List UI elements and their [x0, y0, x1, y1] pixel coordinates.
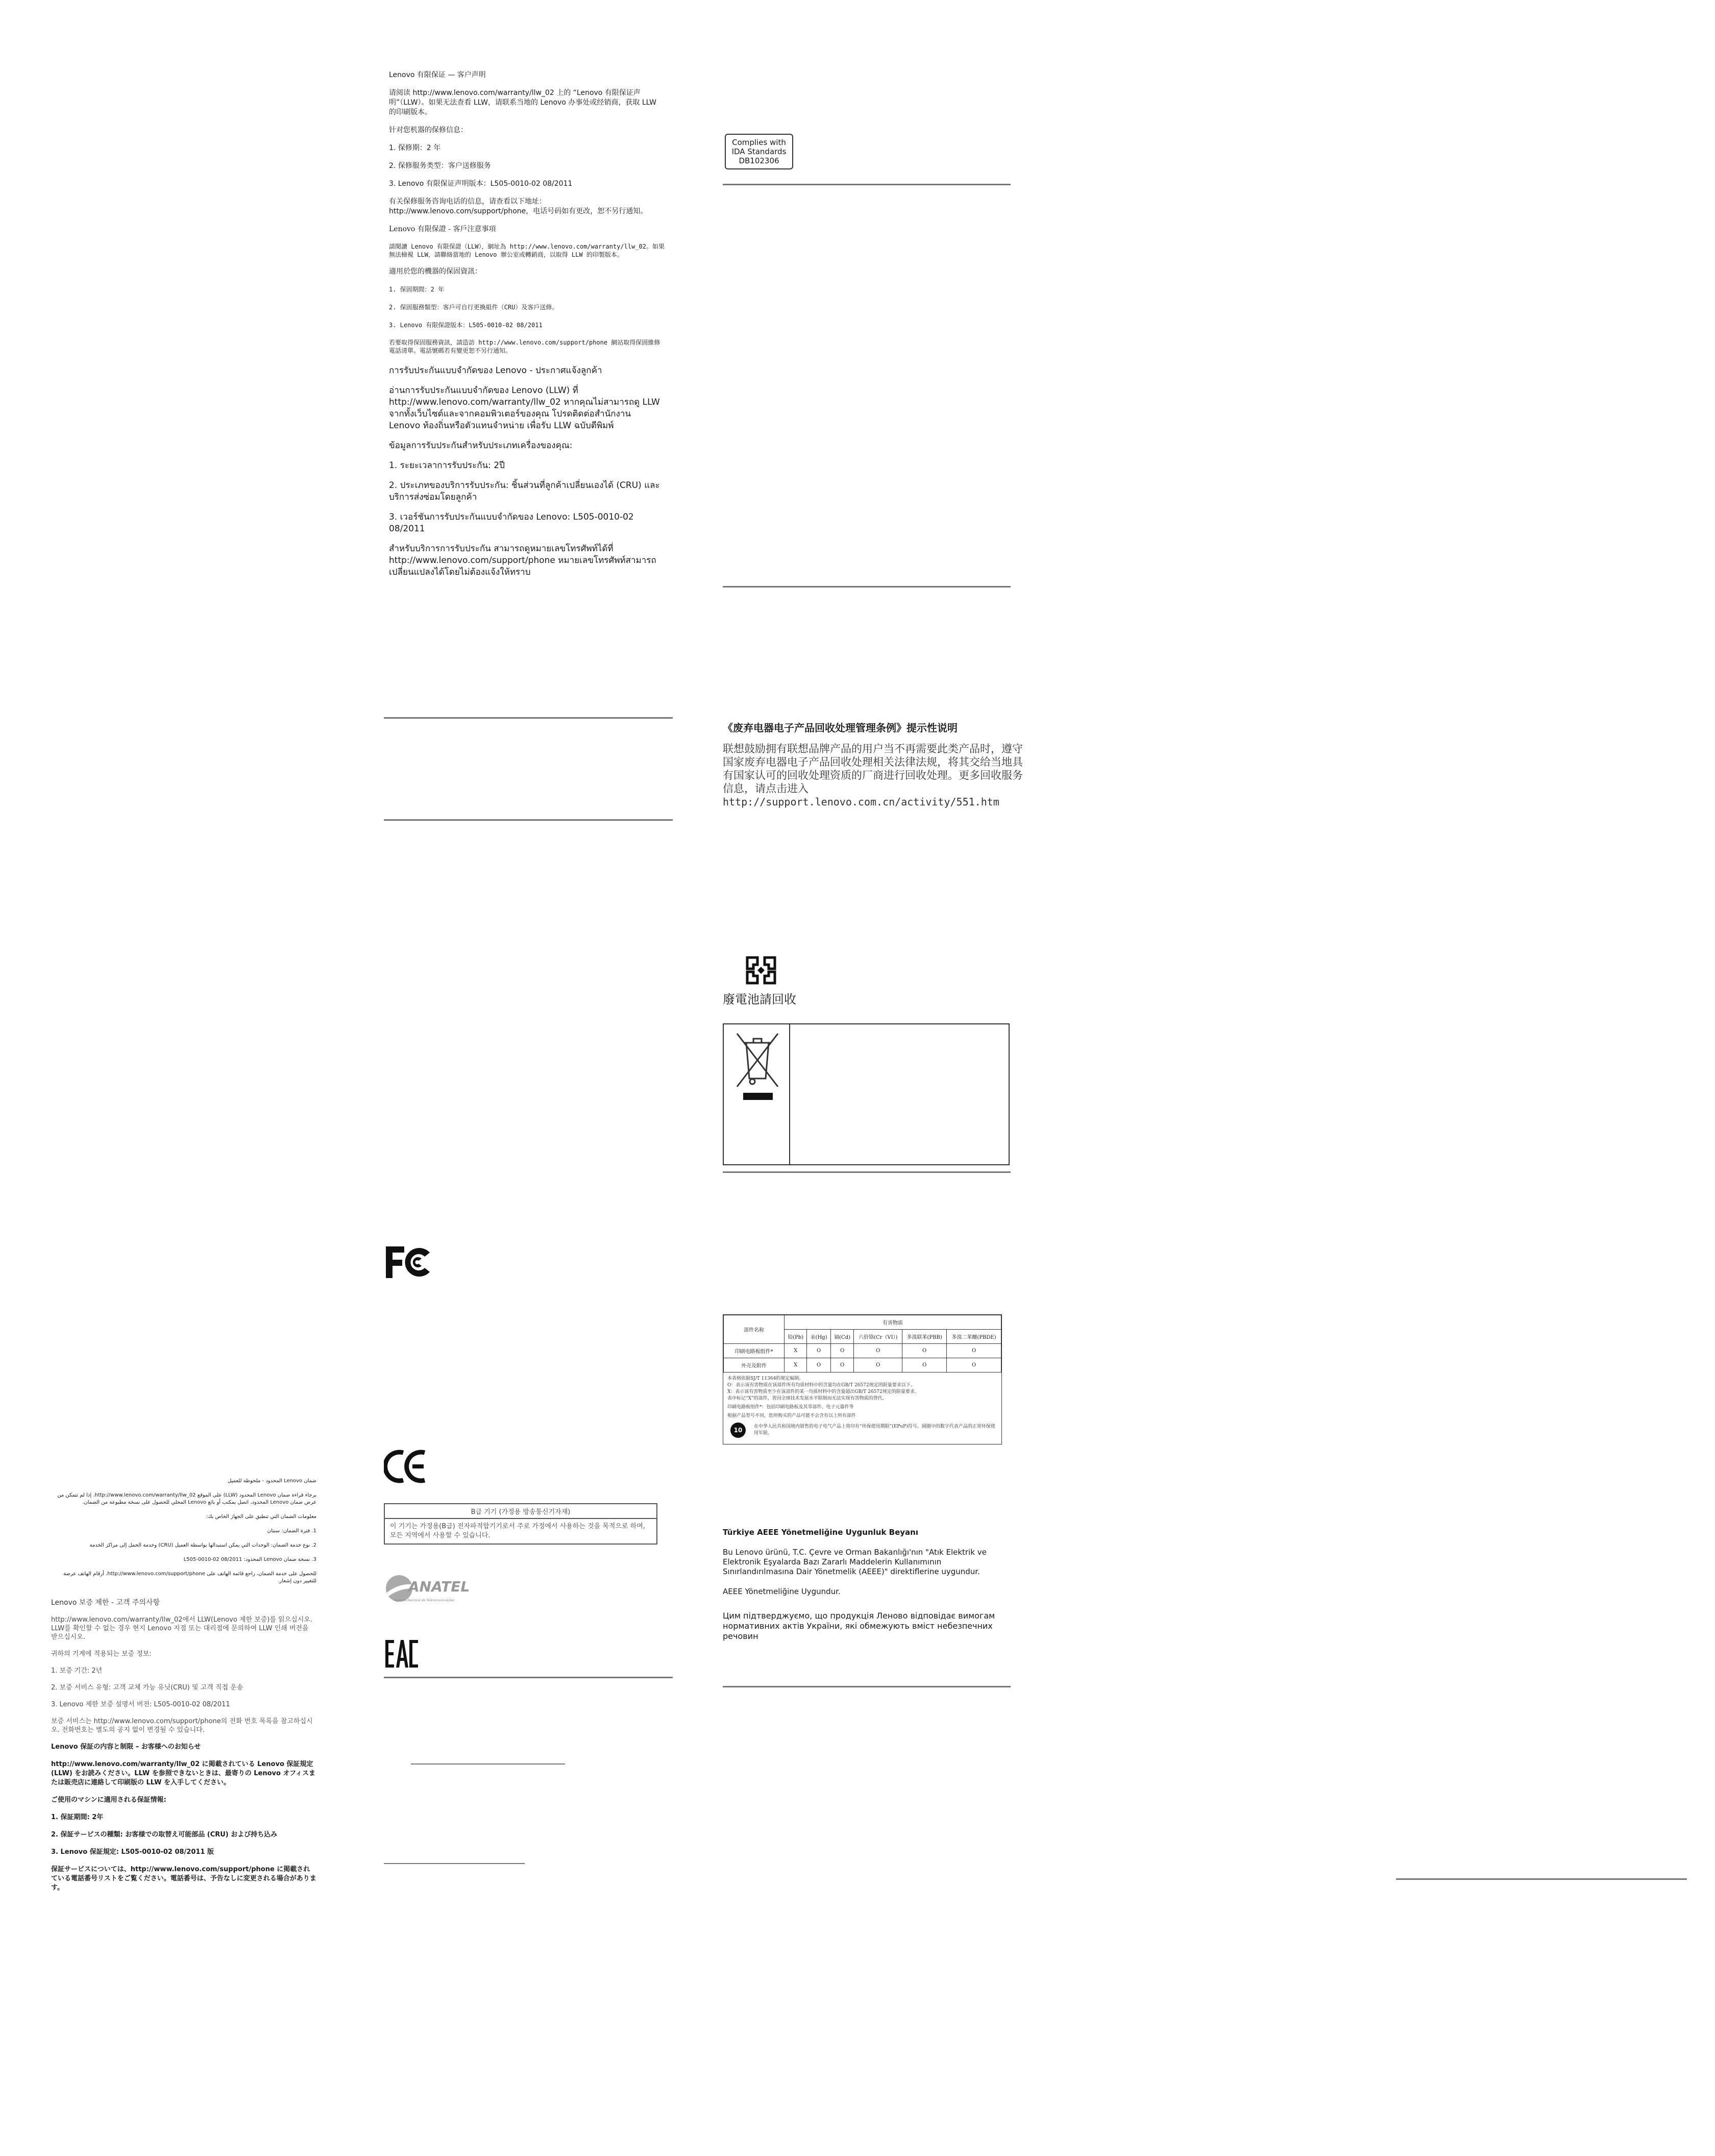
tw-warranty-version: 3. Lenovo 有限保證版本：L505-0010-02 08/2011	[389, 322, 543, 329]
china-weee-body: 联想鼓励拥有联想品牌产品的用户当不再需要此类产品时，遵守国家废弃电器电子产品回收处理相关法律法规，将其交给当地具有国家认可的回收处理资质的厂商进行回收处理。更多回收服务信息，请点击进入	[723, 743, 1023, 795]
eac-text	[384, 1638, 385, 1639]
hazard-substance-header: 汞(Hg)	[807, 1330, 831, 1344]
hazard-cell: X	[785, 1344, 807, 1358]
anatel-name: ANATEL	[408, 1578, 470, 1595]
ja-warranty-phone: 保証サービスについては、http://www.lenovo.com/support/phone に掲載されている電話番号リストをご覧ください。電話番号は、予告なしに変更される場合があります。	[51, 1866, 316, 1892]
hazard-substance-header: 六价铬(Cr（VI）)	[854, 1330, 902, 1344]
hazard-note: O：表示该有害物质在该部件所有均质材料中的含量均在GB/T 26572规定的限量要求以下。	[727, 1383, 915, 1388]
ida-line-3: DB102306	[739, 156, 779, 165]
tw-warranty-info-heading: 適用於您的機器的保固資訊：	[389, 267, 482, 276]
ja-warranty-intro: http://www.lenovo.com/warranty/llw_02 に掲載されている Lenovo 保証規定 (LLW) をお読みください。LLW を参照できないときは、最寄りの Lenovo オフィスまたは販売店に連絡して印刷版の LLW を入手してください。	[51, 1760, 316, 1786]
hazard-note: X：表示该有害物质至少在该部件的某一均质材料中的含量超出GB/T 26572规定的限量要求。	[727, 1389, 919, 1394]
china-weee-title: 《废弃电器电子产品回收处理管理条例》提示性说明	[723, 722, 958, 734]
hazard-part-name-header: 部件名称	[724, 1315, 785, 1344]
ko-warranty-intro: http://www.lenovo.com/warranty/llw_02에서 LLW(Lenovo 제한 보증)를 읽으십시오. LLW를 확인할 수 없는 경우 현지 Lenovo 지점 또는 대리점에 문의하여 LLW 인쇄 버전을 받으십시오.	[51, 1616, 312, 1641]
korea-class-b-body: 이 기기는 가정용(B급) 전자파적합기기로서 주로 가정에서 사용하는 것을 목적으로 하며, 모든 지역에서 사용할 수 있습니다.	[390, 1523, 645, 1539]
table-row	[724, 1344, 1001, 1358]
weee-bin-box	[723, 1023, 1010, 1165]
ko-warranty-service-type: 2. 보증 서비스 유형: 고객 교체 가능 유닛(CRU) 및 고객 직접 운송	[51, 1684, 243, 1692]
tw-warranty-period: 1. 保固期間：2 年	[389, 286, 445, 293]
hazard-cell: O	[830, 1344, 853, 1358]
efup-note: 在中华人民共和国境内销售的电子电气产品上将印有“环保使用期限”(EPuP)符号。圆圈中的数字代表产品的正常环保使用年限。	[754, 1424, 995, 1436]
ja-warranty-version: 3. Lenovo 保証規定: L505-0010-02 08/2011 版	[51, 1848, 214, 1856]
cn-warranty-version: 3. Lenovo 有限保证声明版本：L505-0010-02 08/2011	[389, 180, 573, 188]
ar-warranty-service-type: 2. نوع خدمة الضمان: الوحدات التي يمكن استبدالها بواسطة العميل (CRU) وخدمة الحمل إلى مراكز الخدمة	[89, 1542, 316, 1548]
ko-warranty-title: Lenovo 보증 제한 - 고객 주의사항	[51, 1599, 160, 1607]
china-weee-url: http://support.lenovo.com.cn/activity/551.htm	[723, 796, 999, 808]
ar-warranty-version: 3. نسخة ضمان Lenovo المحدود: L505-0010-02 08/2011	[183, 1557, 316, 1562]
turkey-title: Türkiye AEEE Yönetmeliğine Uygunluk Beyanı	[723, 1528, 918, 1537]
anatel-logo	[384, 1573, 486, 1609]
turkey-body: Bu Lenovo ürünü, T.C. Çevre ve Orman Bakanlığı'nın "Atık Elektrik ve Elektronik Eşyalarda Bazı Zararlı Maddelerin Kullanımının Sınırlandırılmasına Dair Yönetmelik (AEEE)" direktiflerine uygundur.	[723, 1548, 987, 1576]
eac-mark	[384, 1638, 420, 1669]
divider	[384, 819, 673, 821]
hazard-row-name: 印刷电路板组件*	[724, 1344, 785, 1358]
korea-class-b-box	[384, 1503, 657, 1545]
ar-warranty-info-heading: معلومات الضمان التي تنطبق على الجهاز الخاص بك:	[206, 1514, 316, 1520]
hazard-cell: O	[807, 1358, 831, 1373]
tw-warranty-service-type: 2. 保固服務類型：客戶可自行更換組件（CRU）及客戶送修。	[389, 304, 558, 311]
recycle-icon	[743, 953, 779, 987]
hazard-row-name: 外壳及附件	[724, 1358, 785, 1373]
hazard-cell: O	[902, 1358, 947, 1373]
hazard-substance-header: 铅(Pb)	[785, 1330, 807, 1344]
efup-number: 10	[733, 1427, 743, 1434]
ida-line-2: IDA Standards	[731, 147, 787, 156]
ko-warranty-info-heading: 귀하의 기계에 적용되는 보증 정보:	[51, 1650, 152, 1658]
table-row	[724, 1358, 1001, 1373]
korea-class-b-title: B급 기기 (가정용 방송통신기자재)	[385, 1504, 656, 1519]
divider	[1396, 1878, 1687, 1880]
th-warranty-title: การรับประกันแบบจำกัดของ Lenovo - ประกาศแจ้งลูกค้า	[389, 365, 602, 376]
battery-recycle-text: 廢電池請回收	[723, 992, 796, 1007]
divider	[723, 586, 1011, 587]
hazard-cell: O	[854, 1344, 902, 1358]
divider	[384, 717, 673, 719]
fcc-logo	[384, 1244, 435, 1280]
crossed-wheelie-bin-icon	[732, 1027, 783, 1104]
ko-warranty-phone: 보증 서비스는 http://www.lenovo.com/support/phone의 전화 번호 목록을 참고하십시오. 전화번호는 별도의 공지 없이 변경될 수 있습니다.	[51, 1718, 313, 1734]
cn-warranty-info-heading: 针对您机器的保修信息：	[389, 126, 468, 134]
ja-warranty-service-type: 2. 保証サービスの種類: お客様での取替え可能部品 (CRU) および持ち込み	[51, 1831, 278, 1839]
th-warranty-intro: อ่านการรับประกันแบบจำกัดของ Lenovo (LLW) ที่ http://www.lenovo.com/warranty/llw_02 หากคุณไม่สามารถดู LLW จากทั้งเว็บไซต์และจากคอมพิวเตอร์ของคุณ โปรดติดต่อสำนักงาน Lenovo ท้องถิ่นหรือตัวแทนจำหน่าย เพื่อรับ LLW ฉบับตีพิมพ์	[389, 385, 660, 431]
cn-warranty-intro: 请阅读 http://www.lenovo.com/warranty/llw_02 上的 “Lenovo 有限保证声明”（LLW）。如果无法查看 LLW，请联系当地的 Lenovo 办事处或经销商，获取 LLW 的印刷版本。	[389, 89, 656, 116]
ce-mark	[384, 1449, 430, 1484]
th-warranty-phone: สำหรับบริการการรับประกัน สามารถดูหมายเลขโทรศัพท์ได้ที่ http://www.lenovo.com/support/phone หมายเลขโทรศัพท์สามารถเปลี่ยนแปลงได้โดยไม่ต้องแจ้งให้ทราบ	[389, 544, 656, 577]
tw-warranty-intro: 請閱讀 Lenovo 有限保證（LLW），網址為 http://www.lenovo.com/warranty/llw_02。如果無法檢視 LLW，請聯絡當地的 Lenovo 辦公室或轉銷商，以取得 LLW 的印製版本。	[389, 243, 665, 258]
ko-warranty-period: 1. 보증 기간: 2년	[51, 1667, 103, 1675]
tw-warranty-title: Lenovo 有限保證 - 客戶注意事項	[389, 225, 496, 233]
ida-compliance-box	[725, 134, 793, 169]
ar-warranty-intro: برجاء قراءة ضمان Lenovo المحدود (LLW) على الموقع http://www.lenovo.com/warranty/llw_02. إذا لم تتمكن من عرض ضمان Lenovo المحدود، اتصل بمكتب أو بائع Lenovo المحلي للحصول على نسخة مطبوعة من الضمان.	[57, 1492, 316, 1505]
ida-line-1: Complies with	[732, 138, 786, 147]
hazard-cell: O	[807, 1344, 831, 1358]
ko-warranty-version: 3. Lenovo 제한 보증 설명서 버전: L505-0010-02 08/2011	[51, 1701, 230, 1708]
cn-warranty-title: Lenovo 有限保证 — 客户声明	[389, 71, 486, 79]
divider	[723, 1171, 1011, 1173]
ja-warranty-info-heading: ご使用のマシンに適用される保証情報:	[51, 1796, 166, 1804]
hazard-cell: O	[902, 1344, 947, 1358]
cn-warranty-phone: 有关保修服务咨询电话的信息，请查看以下地址：http://www.lenovo.com/support/phone，电话号码如有更改，恕不另行通知。	[389, 198, 648, 215]
efup-icon	[730, 1423, 746, 1438]
hazard-note: 根据产品型号不同，您所购买的产品可能不会含有以上所有部件	[727, 1413, 856, 1418]
hazard-cell: X	[785, 1358, 807, 1373]
tw-warranty-phone: 若要取得保固服務資訊，請造訪 http://www.lenovo.com/support/phone 網站取得保固維修電話清單。電話號碼若有變更恕不另行通知。	[389, 339, 660, 354]
ja-warranty-title: Lenovo 保証の内容と制限 – お客様へのお知らせ	[51, 1743, 201, 1751]
divider	[723, 184, 1011, 185]
hazard-cell: O	[947, 1344, 1001, 1358]
hazard-substance-header: 镉(Cd)	[830, 1330, 853, 1344]
column-0-warranty	[51, 1478, 316, 1901]
column-1-warranty	[389, 70, 665, 586]
hazardous-substance-table	[723, 1315, 1001, 1373]
th-warranty-period: 1. ระยะเวลาการรับประกัน: 2ปี	[389, 460, 505, 471]
turkey-ukraine-notices	[723, 1527, 1009, 1641]
hazardous-substance-table-block	[723, 1314, 1002, 1444]
ar-warranty-phone: للحصول على خدمة الضمان، راجع قائمة الهاتف على http://www.lenovo.com/support/phone. أرقام الهاتف عرضة للتغيير دون إشعار.	[63, 1571, 316, 1584]
divider	[723, 1686, 1011, 1687]
ar-warranty-period: 1. فترة الضمان: سنتان	[267, 1528, 316, 1534]
hazard-substance-header: 多溴联苯(PBB)	[902, 1330, 947, 1344]
ar-warranty-title: ضمان Lenovo المحدود - ملحوظة للعميل	[228, 1478, 316, 1484]
ukraine-body: Цим підтверджуємо, що продукція Леново відповідає вимогам нормативних актів України, які обмежують вміст небезпечних речовин	[723, 1611, 995, 1641]
hazard-note: 本表格依据SJ/T 11364的规定编制。	[727, 1376, 804, 1381]
china-weee-notice	[723, 721, 1029, 808]
cn-warranty-service-type: 2. 保修服务类型：客户送修服务	[389, 162, 491, 170]
anatel-tagline: Agência Nacional de Telecomunicações	[394, 1599, 455, 1602]
hazard-cell: O	[947, 1358, 1001, 1373]
ja-warranty-period: 1. 保証期間: 2年	[51, 1814, 104, 1821]
divider	[384, 1863, 525, 1864]
battery-recycle-block	[723, 953, 825, 1007]
cn-warranty-period: 1. 保修期：2 年	[389, 144, 441, 152]
hazard-group-header: 有害物质	[785, 1315, 1001, 1330]
th-warranty-version: 3. เวอร์ชันการรับประกันแบบจำกัดของ Lenovo: L505-0010-02 08/2011	[389, 512, 634, 534]
hazard-cell: O	[830, 1358, 853, 1373]
hazard-note: 印刷电路板组件*：包括印刷电路板及其零部件、电子元器件等	[727, 1405, 854, 1410]
th-warranty-info-heading: ข้อมูลการรับประกันสำหรับประเภทเครื่องของคุณ:	[389, 440, 573, 451]
divider	[411, 1763, 565, 1765]
hazard-note: 表中标记“X”的部件，皆因全球技术发展水平限制而无法实现有害物质的替代。	[727, 1396, 887, 1401]
hazard-cell: O	[854, 1358, 902, 1373]
hazard-substance-header: 多溴二苯醚(PBDE)	[947, 1330, 1001, 1344]
turkey-note: AEEE Yönetmeliğine Uygundur.	[723, 1587, 841, 1596]
th-warranty-service-type: 2. ประเภทของบริการรับประกัน: ชิ้นส่วนที่ลูกค้าเปลี่ยนเองได้ (CRU) และบริการส่งซ่อมโดยลูกค้า	[389, 480, 660, 502]
divider	[384, 1677, 673, 1678]
